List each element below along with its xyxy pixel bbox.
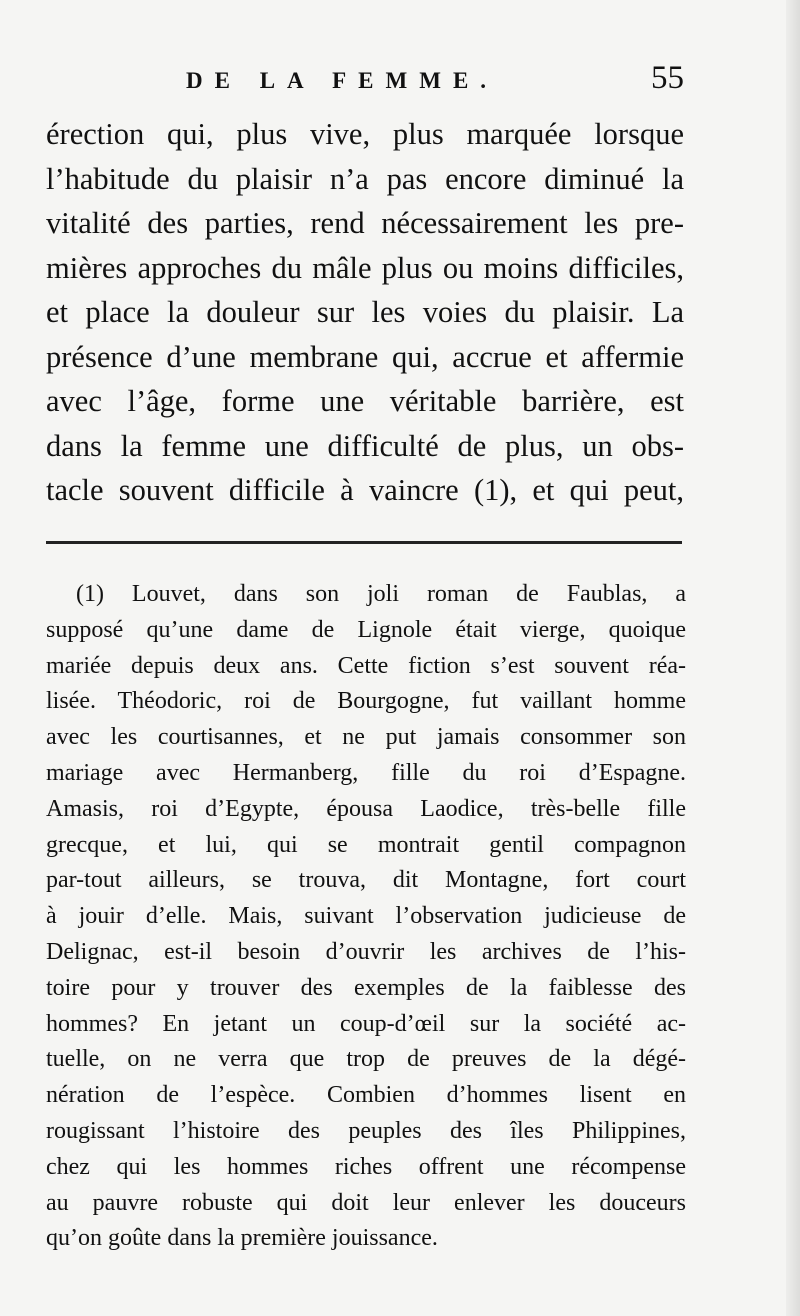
page-edge-shadow — [786, 0, 800, 1316]
body-line: et place la douleur sur les voies du plaisir. La — [46, 295, 684, 329]
body-line: dans la femme une difficulté de plus, un obs- — [46, 428, 684, 463]
footnote-line: (1) Louvet, dans son joli roman de Faublas, a — [76, 581, 686, 607]
footnote-line: chez qui les hommes riches offrent une récompense — [46, 1153, 686, 1180]
running-head — [46, 60, 684, 100]
footnote-line: supposé qu’une dame de Lignole était vierge, quoique — [46, 616, 686, 643]
footnote-line: qu’on goûte dans la première jouissance. — [46, 1225, 438, 1252]
footnote-line: par-tout ailleurs, se trouva, dit Montagne, fort court — [46, 867, 686, 894]
footnote-line: mariage avec Hermanberg, fille du roi d’Espagne. — [46, 759, 686, 786]
footnote — [46, 577, 686, 1257]
body-line: tacle souvent difficile à vaincre (1), et qui peut, — [46, 473, 684, 507]
footnote-line: hommes? En jetant un coup-d’œil sur la société ac- — [46, 1010, 686, 1037]
footnote-line: lisée. Théodoric, roi de Bourgogne, fut vaillant homme — [46, 688, 686, 715]
footnote-line: rougissant l’histoire des peuples des îles Philippines, — [46, 1117, 686, 1144]
body-line: érection qui, plus vive, plus marquée lorsque — [46, 117, 684, 151]
footnote-line: tuelle, on ne verra que trop de preuves de la dégé- — [46, 1046, 686, 1073]
body-line: présence d’une membrane qui, accrue et affermie — [46, 339, 684, 374]
footnote-line: toire pour y trouver des exemples de la faiblesse des — [46, 974, 686, 1001]
body-line: vitalité des parties, rend nécessairement les pre- — [46, 206, 684, 240]
footnote-separator-rule — [46, 541, 682, 544]
body-line: l’habitude du plaisir n’a pas encore diminué la — [46, 161, 684, 196]
body-line: avec l’âge, forme une véritable barrière, est — [46, 384, 684, 418]
body-text — [46, 112, 684, 513]
footnote-line: avec les courtisannes, et ne put jamais consommer son — [46, 724, 686, 751]
page-number: 55 — [651, 60, 684, 96]
footnote-line: à jouir d’elle. Mais, suivant l’observation judicieuse de — [46, 903, 686, 930]
footnote-line: mariée depuis deux ans. Cette fiction s’est souvent réa- — [46, 652, 686, 679]
running-title: DE LA FEMME. — [186, 68, 499, 93]
footnote-line: Delignac, est-il besoin d’ouvrir les archives de l’his- — [46, 938, 686, 965]
footnote-line: grecque, et lui, qui se montrait gentil compagnon — [46, 831, 686, 858]
body-line: mières approches du mâle plus ou moins difficiles, — [46, 250, 684, 285]
footnote-line: nération de l’espèce. Combien d’hommes lisent en — [46, 1082, 686, 1109]
footnote-line: Amasis, roi d’Egypte, épousa Laodice, très-belle fille — [46, 795, 686, 822]
footnote-line: au pauvre robuste qui doit leur enlever les douceurs — [46, 1189, 686, 1216]
